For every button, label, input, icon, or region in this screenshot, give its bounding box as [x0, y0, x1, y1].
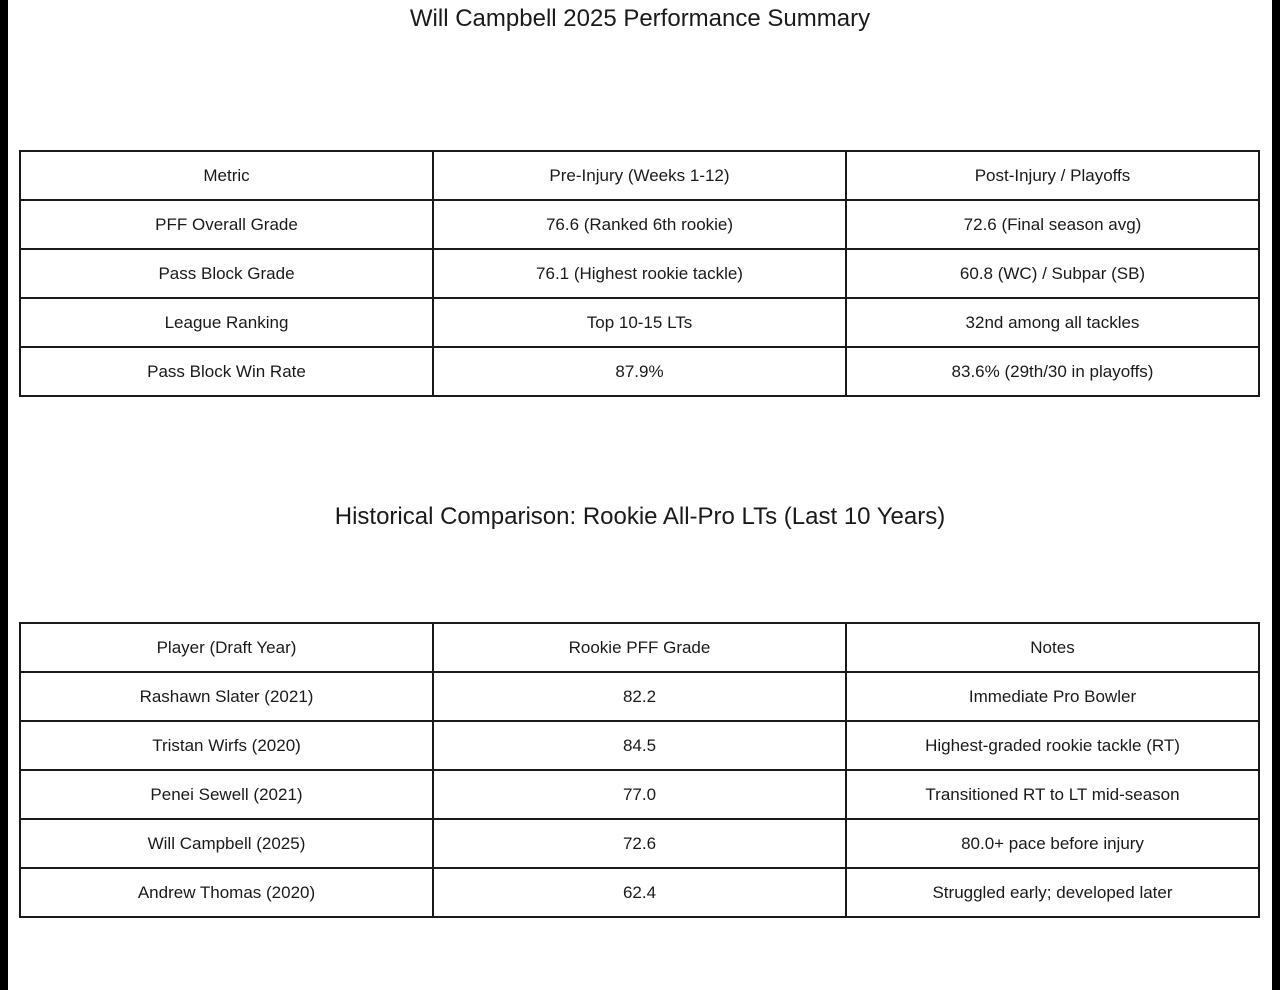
column-header: Notes	[846, 623, 1259, 672]
column-header: Metric	[20, 151, 433, 200]
table-cell: Pass Block Grade	[20, 249, 433, 298]
table-row	[20, 347, 1259, 396]
right-border	[1272, 0, 1280, 990]
table-cell: Tristan Wirfs (2020)	[20, 721, 433, 770]
column-header: Pre-Injury (Weeks 1-12)	[433, 151, 846, 200]
table-cell: 77.0	[433, 770, 846, 819]
table-cell: 87.9%	[433, 347, 846, 396]
table-cell: 32nd among all tackles	[846, 298, 1259, 347]
column-header: Player (Draft Year)	[20, 623, 433, 672]
table-cell: 80.0+ pace before injury	[846, 819, 1259, 868]
table-cell: Andrew Thomas (2020)	[20, 868, 433, 917]
table-cell: 62.4	[433, 868, 846, 917]
column-header: Rookie PFF Grade	[433, 623, 846, 672]
column-header: Post-Injury / Playoffs	[846, 151, 1259, 200]
table-cell: Immediate Pro Bowler	[846, 672, 1259, 721]
table-cell: 76.6 (Ranked 6th rookie)	[433, 200, 846, 249]
table-row	[20, 819, 1259, 868]
table-row	[20, 298, 1259, 347]
table-cell: Transitioned RT to LT mid-season	[846, 770, 1259, 819]
table-cell: League Ranking	[20, 298, 433, 347]
table-cell: Highest-graded rookie tackle (RT)	[846, 721, 1259, 770]
table-cell: 82.2	[433, 672, 846, 721]
table-cell: Rashawn Slater (2021)	[20, 672, 433, 721]
summary-title: Will Campbell 2025 Performance Summary	[409, 5, 871, 32]
performance-summary-table	[19, 150, 1260, 397]
table-cell: PFF Overall Grade	[20, 200, 433, 249]
table-cell: Pass Block Win Rate	[20, 347, 433, 396]
historical-comparison-table	[19, 622, 1260, 918]
table-cell: Top 10-15 LTs	[433, 298, 846, 347]
table-row	[20, 200, 1259, 249]
table-cell: 83.6% (29th/30 in playoffs)	[846, 347, 1259, 396]
table-cell: 84.5	[433, 721, 846, 770]
table-row	[20, 770, 1259, 819]
table-row	[20, 721, 1259, 770]
table-row	[20, 672, 1259, 721]
table-cell: 60.8 (WC) / Subpar (SB)	[846, 249, 1259, 298]
table-row	[20, 249, 1259, 298]
table-row	[20, 868, 1259, 917]
table-cell: Will Campbell (2025)	[20, 819, 433, 868]
table-cell: 76.1 (Highest rookie tackle)	[433, 249, 846, 298]
table-cell: 72.6 (Final season avg)	[846, 200, 1259, 249]
table-cell: Struggled early; developed later	[846, 868, 1259, 917]
table-header-row	[20, 623, 1259, 672]
table-cell: 72.6	[433, 819, 846, 868]
comparison-title: Historical Comparison: Rookie All-Pro LTs (Last 10 Years)	[334, 503, 946, 530]
table-cell: Penei Sewell (2021)	[20, 770, 433, 819]
left-border	[0, 0, 8, 990]
table-header-row	[20, 151, 1259, 200]
